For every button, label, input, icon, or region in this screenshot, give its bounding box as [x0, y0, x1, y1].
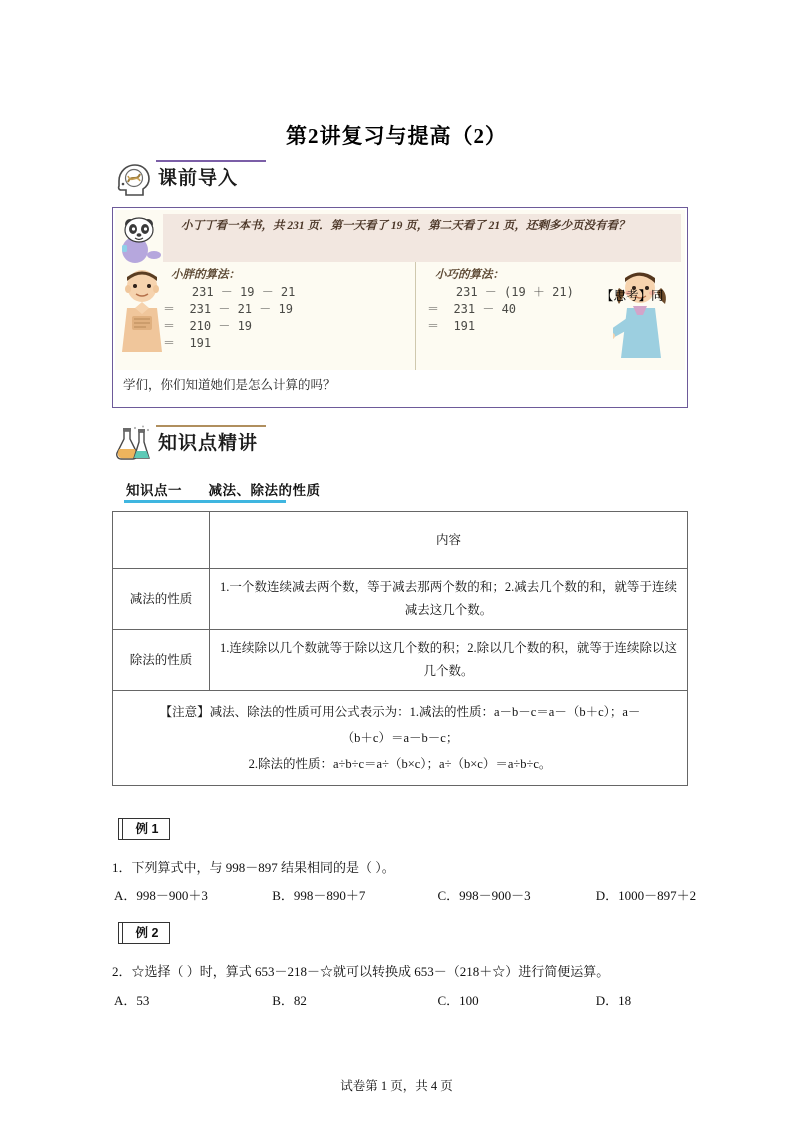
calc-line: ＝ 210 － 19 — [163, 319, 253, 333]
intro-caption: 学们，你们知道她们是怎么计算的吗？ — [123, 378, 336, 392]
table-row — [113, 512, 688, 569]
properties-table — [112, 511, 688, 786]
head-brain-icon — [112, 160, 156, 200]
knowledge-point-label: 知识点一 — [126, 483, 182, 498]
problem-text: 小丁丁看一本书，共 231 页．第一天看了 19 页，第二天看了 21 页，还剩多少页没有看？ — [181, 220, 630, 232]
knowledge-point-underline — [124, 500, 286, 503]
girl-character — [613, 266, 675, 370]
boy-character — [119, 264, 165, 364]
lab-flask-icon — [112, 425, 156, 465]
column-divider — [415, 262, 416, 370]
table-row-note — [113, 691, 688, 786]
think-tag: 【思考】同 — [601, 289, 664, 303]
knowledge-point-title: 减法、除法的性质 — [208, 483, 321, 498]
row-content: 1.一个数连续减去两个数，等于减去那两个数的和；2.减去几个数的和，就等于连续减去这几个数。 — [210, 569, 688, 630]
option-a[interactable]: A．53 — [114, 993, 150, 1008]
knowledge-point-heading — [126, 479, 321, 499]
note-line-3: 2.除法的性质：a÷b÷c＝a÷（b×c）；a÷（b×c）＝a÷b÷c。 — [248, 757, 552, 771]
option-d[interactable]: D．18 — [595, 993, 632, 1008]
option-c[interactable]: C．998－900－3 — [437, 888, 531, 903]
calc-line: 231 － (19 ＋ 21) — [427, 285, 574, 299]
note-line-1: 【注意】减法、除法的性质可用公式表示为：1.减法的性质：a－b－c＝a－（b＋c）；a－ — [159, 705, 641, 719]
table-cell-empty — [113, 512, 210, 569]
row-label: 除法的性质 — [113, 630, 210, 691]
example-badge-2 — [118, 922, 170, 944]
example-1-options — [114, 885, 714, 904]
option-b[interactable]: B．998－890＋7 — [272, 888, 366, 903]
textbook-illustration — [115, 210, 685, 370]
example-badge-label: 例 2 — [135, 926, 159, 940]
example-badge-label: 例 1 — [135, 822, 159, 836]
row-label: 减法的性质 — [113, 569, 210, 630]
example-1-question: 1．下列算式中，与 998－897 结果相同的是（ ）。 — [112, 860, 395, 875]
section-header-knowledge — [112, 425, 692, 465]
option-c[interactable]: C．100 — [437, 993, 479, 1008]
calc-line: 231 － 19 － 21 — [163, 285, 296, 299]
calc-line: ＝ 191 — [163, 336, 212, 350]
intro-textbook-box — [112, 207, 688, 408]
note-line-2: （b＋c）＝a－b－c； — [341, 731, 459, 745]
method-left-title: 小胖的算法： — [171, 269, 240, 281]
page-footer: 试卷第 1 页，共 4 页 — [340, 1079, 453, 1093]
table-header-content: 内容 — [210, 512, 688, 569]
table-row — [113, 630, 688, 691]
table-row — [113, 569, 688, 630]
calc-line: ＝ 231 － 40 — [427, 302, 517, 316]
option-a[interactable]: A．998－900＋3 — [114, 888, 208, 903]
section-title: 知识点精讲 — [158, 433, 259, 454]
section-header-intro — [112, 160, 692, 200]
option-b[interactable]: B．82 — [272, 993, 307, 1008]
section-rule-top — [156, 425, 266, 427]
example-2-options — [114, 990, 714, 1009]
calc-line: ＝ 231 － 21 － 19 — [163, 302, 293, 316]
note-cell — [113, 691, 688, 786]
option-d[interactable]: D．1000－897＋2 — [595, 888, 697, 903]
method-left — [163, 266, 413, 352]
section-title: 课前导入 — [158, 168, 239, 189]
section-rule-top — [156, 160, 266, 162]
calc-line: ＝ 191 — [427, 319, 476, 333]
example-badge-1 — [118, 818, 170, 840]
row-content: 1.连续除以几个数就等于除以这几个数的积；2.除以几个数的积，就等于连续除以这几个数。 — [210, 630, 688, 691]
method-right-title: 小巧的算法： — [435, 269, 504, 281]
panda-character — [121, 214, 169, 266]
example-2-question: 2．☆选择（ ）时，算式 653－218－☆就可以转换成 653－（218＋☆）进行简便运算。 — [112, 964, 610, 979]
page-title: 第2讲复习与提高（2） — [286, 124, 507, 148]
